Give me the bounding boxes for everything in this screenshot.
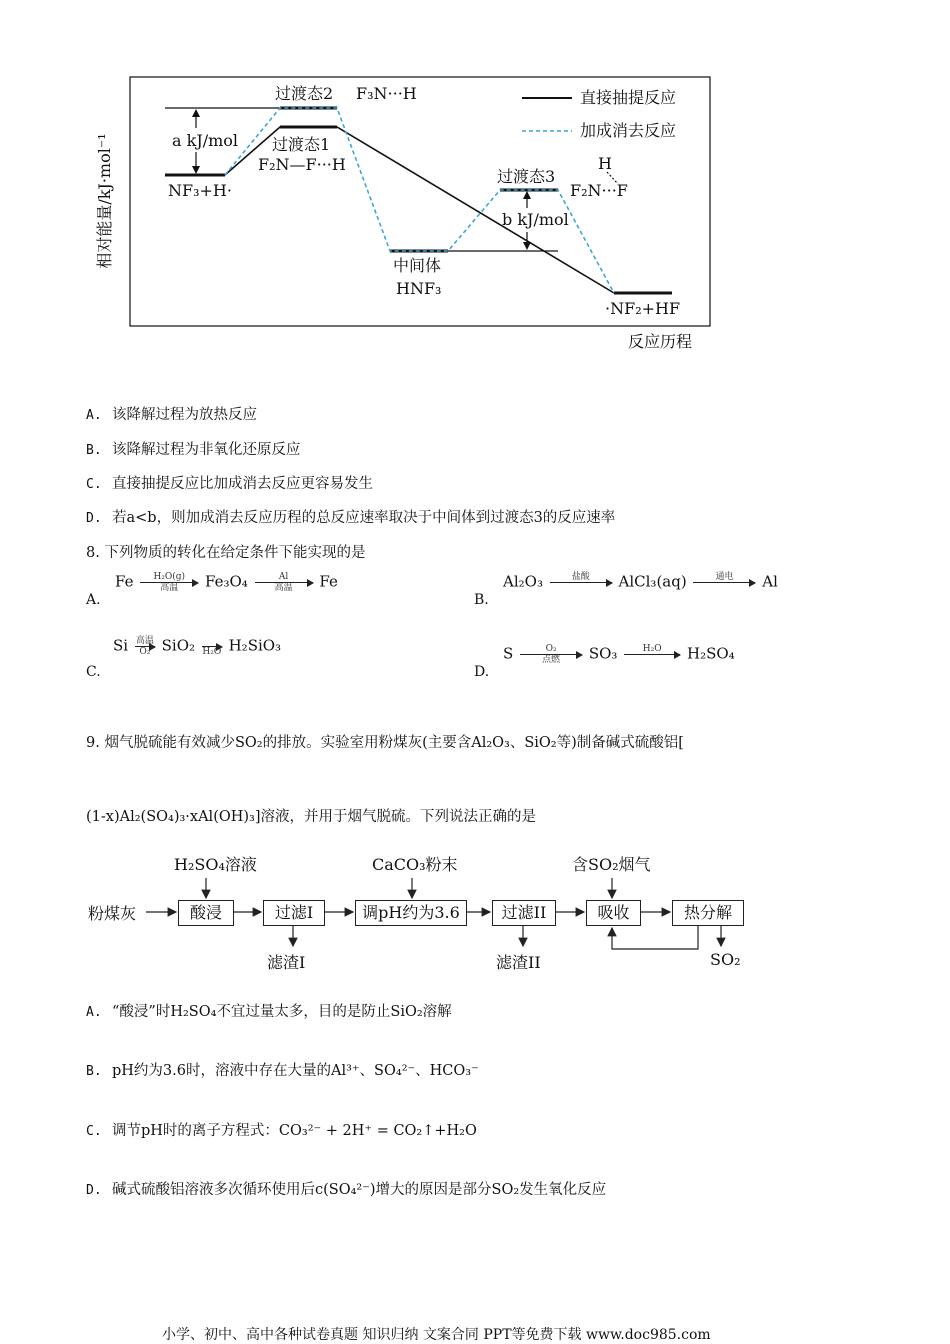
ts1-species: F₂N—F···H <box>258 155 346 174</box>
reaction-arrow <box>135 636 155 657</box>
flow-step-adjust-ph: 调pH约为3.6 <box>355 900 467 926</box>
flow-step-thermal-decomp: 热分解 <box>672 900 744 926</box>
arrow-condition-top: 高温 <box>135 636 154 646</box>
reaction-arrow <box>693 572 755 593</box>
arrow-condition-bottom: 高温 <box>274 583 293 593</box>
arrow-condition-bottom: O₂ <box>139 647 151 657</box>
q9-option-c[interactable] <box>86 1121 477 1142</box>
species: S <box>503 644 514 663</box>
flow-input-caco3: CaCO₃粉末 <box>372 855 458 874</box>
ts3-h-label: H <box>598 154 612 173</box>
species: Al <box>762 572 778 591</box>
q9-stem-line1: 9. 烟气脱硫能有效减少SO₂的排放。实验室用粉煤灰(主要含Al₂O₃、SiO₂等)制备碱式硫酸铝[ <box>86 735 684 751</box>
species: Fe <box>115 572 134 591</box>
reactant-label: NF₃+H· <box>168 181 232 200</box>
legend-addition-label: 加成消去反应 <box>580 121 677 140</box>
q9-option-d[interactable] <box>86 1180 606 1201</box>
footer-text[interactable]: 小学、初中、高中各种试卷真题 知识归纳 文案合同 PPT等免费下载 www.doc985.com <box>162 1327 711 1343</box>
option-text: 碱式硫酸铝溶液多次循环使用后c(SO₄²⁻)增大的原因是部分SO₂发生氧化反应 <box>112 1182 607 1198</box>
q7-option-d[interactable] <box>86 508 615 529</box>
ts3-label: 过渡态3 <box>497 167 556 186</box>
gap-b-arrowhead-up <box>523 191 531 199</box>
arrow-condition-bottom: 高温 <box>160 583 179 593</box>
intermediate-species: HNF₃ <box>396 279 442 298</box>
ts1-label: 过渡态1 <box>272 135 331 154</box>
species: SO₃ <box>588 644 618 663</box>
ts2-species: F₃N···H <box>356 84 417 103</box>
q8-stem: 8. 下列物质的转化在给定条件下能实现的是 <box>86 545 366 561</box>
option-letter: C. <box>86 1124 102 1139</box>
species: H₂SO₄ <box>687 644 735 663</box>
option-text: 该降解过程为非氧化还原反应 <box>112 442 301 458</box>
energy-diagram-svg <box>0 0 950 360</box>
flow-step-acid-leach: 酸浸 <box>178 900 234 926</box>
option-letter: A. <box>86 592 101 608</box>
species: H₂SiO₃ <box>228 636 282 655</box>
q9-option-b[interactable] <box>86 1061 479 1082</box>
arrow-condition-top: H₂O(g) <box>153 572 186 582</box>
gap-a-arrowhead-down <box>192 166 200 174</box>
flow-input-so2-gas: 含SO₂烟气 <box>572 855 651 874</box>
flow-output-so2: SO₂ <box>710 950 741 969</box>
q7-option-b[interactable] <box>86 440 301 461</box>
arrow-condition-top: 通电 <box>715 572 734 582</box>
flow-input-h2so4: H₂SO₄溶液 <box>174 855 257 874</box>
option-text: 直接抽提反应比加成消去反应更容易发生 <box>112 476 373 492</box>
y-axis-label: 相对能量/kJ·mol⁻¹ <box>95 133 114 269</box>
option-letter: C. <box>86 477 102 492</box>
species: Si <box>113 636 129 655</box>
reaction-arrow <box>202 636 222 657</box>
flow-output-residue-2: 滤渣II <box>496 953 541 972</box>
intermediate-label: 中间体 <box>393 256 442 275</box>
species: Fe₃O₄ <box>205 572 248 591</box>
gap-a-label: a kJ/mol <box>172 131 239 150</box>
option-text: 调节pH时的离子方程式：CO₃²⁻ + 2H⁺ = CO₂↑+H₂O <box>112 1123 477 1139</box>
q9-option-a[interactable] <box>86 1002 452 1023</box>
flow-start: 粉煤灰 <box>88 904 137 923</box>
species: SiO₂ <box>161 636 196 655</box>
ts2-label: 过渡态2 <box>275 84 334 103</box>
option-letter: D. <box>86 1183 102 1198</box>
arrow-condition-bottom: H₂O <box>202 647 222 657</box>
flow-step-filter-1: 过滤I <box>263 900 325 926</box>
q9-stem-line2: (1-x)Al₂(SO₄)₃·xAl(OH)₃]溶液，并用于烟气脱硫。下列说法正确的是 <box>86 809 537 825</box>
flow-output-residue-1: 滤渣I <box>267 953 306 972</box>
arrow-condition-bottom: 点燃 <box>542 655 561 665</box>
q7-option-a[interactable] <box>86 405 257 426</box>
process-flow-arrows <box>0 840 950 980</box>
option-text: 若a<b，则加成消去反应历程的总反应速率取决于中间体到过渡态3的反应速率 <box>112 510 616 526</box>
arrow-condition-top: H₂O <box>642 644 662 654</box>
species: Fe <box>319 572 338 591</box>
option-letter: D. <box>474 664 490 680</box>
option-text: 该降解过程为放热反应 <box>112 407 257 423</box>
species: AlCl₃(aq) <box>618 572 687 591</box>
reaction-arrow <box>550 572 612 593</box>
gap-b-arrowhead-down <box>523 242 531 250</box>
arrow-condition-top: 盐酸 <box>571 572 590 582</box>
arrow-condition-top: Al <box>278 572 289 582</box>
gap-b-label: b kJ/mol <box>502 210 569 229</box>
gap-a-arrowhead-up <box>192 109 200 117</box>
reaction-scheme-c <box>113 636 281 657</box>
arrow-condition-top: O₂ <box>545 644 557 654</box>
reaction-scheme-d <box>503 644 735 665</box>
option-letter: B. <box>86 1064 102 1079</box>
option-letter: A. <box>86 1005 102 1020</box>
flow-step-absorb: 吸收 <box>586 900 641 926</box>
product-label: ·NF₂+HF <box>605 299 681 318</box>
species: Al₂O₃ <box>503 572 543 591</box>
option-text: pH约为3.6时，溶液中存在大量的Al³⁺、SO₄²⁻、HCO₃⁻ <box>112 1063 479 1079</box>
reaction-arrow <box>140 572 198 593</box>
flow-step-filter-2: 过滤II <box>492 900 556 926</box>
option-letter: B. <box>474 592 489 608</box>
q7-option-c[interactable] <box>86 474 373 495</box>
reaction-scheme-a <box>115 572 338 593</box>
legend-direct-label: 直接抽提反应 <box>580 88 677 107</box>
reaction-arrow <box>624 644 680 665</box>
option-letter: B. <box>86 443 102 458</box>
reaction-arrow <box>520 644 582 665</box>
reaction-arrow <box>255 572 313 593</box>
ts3-species: F₂N···F <box>570 181 628 200</box>
reaction-scheme-b <box>503 572 778 593</box>
option-letter: C. <box>86 664 101 680</box>
x-axis-label: 反应历程 <box>628 332 693 351</box>
option-text: “酸浸”时H₂SO₄不宜过量太多，目的是防止SiO₂溶解 <box>112 1004 452 1020</box>
option-letter: D. <box>86 511 102 526</box>
option-letter: A. <box>86 408 102 423</box>
